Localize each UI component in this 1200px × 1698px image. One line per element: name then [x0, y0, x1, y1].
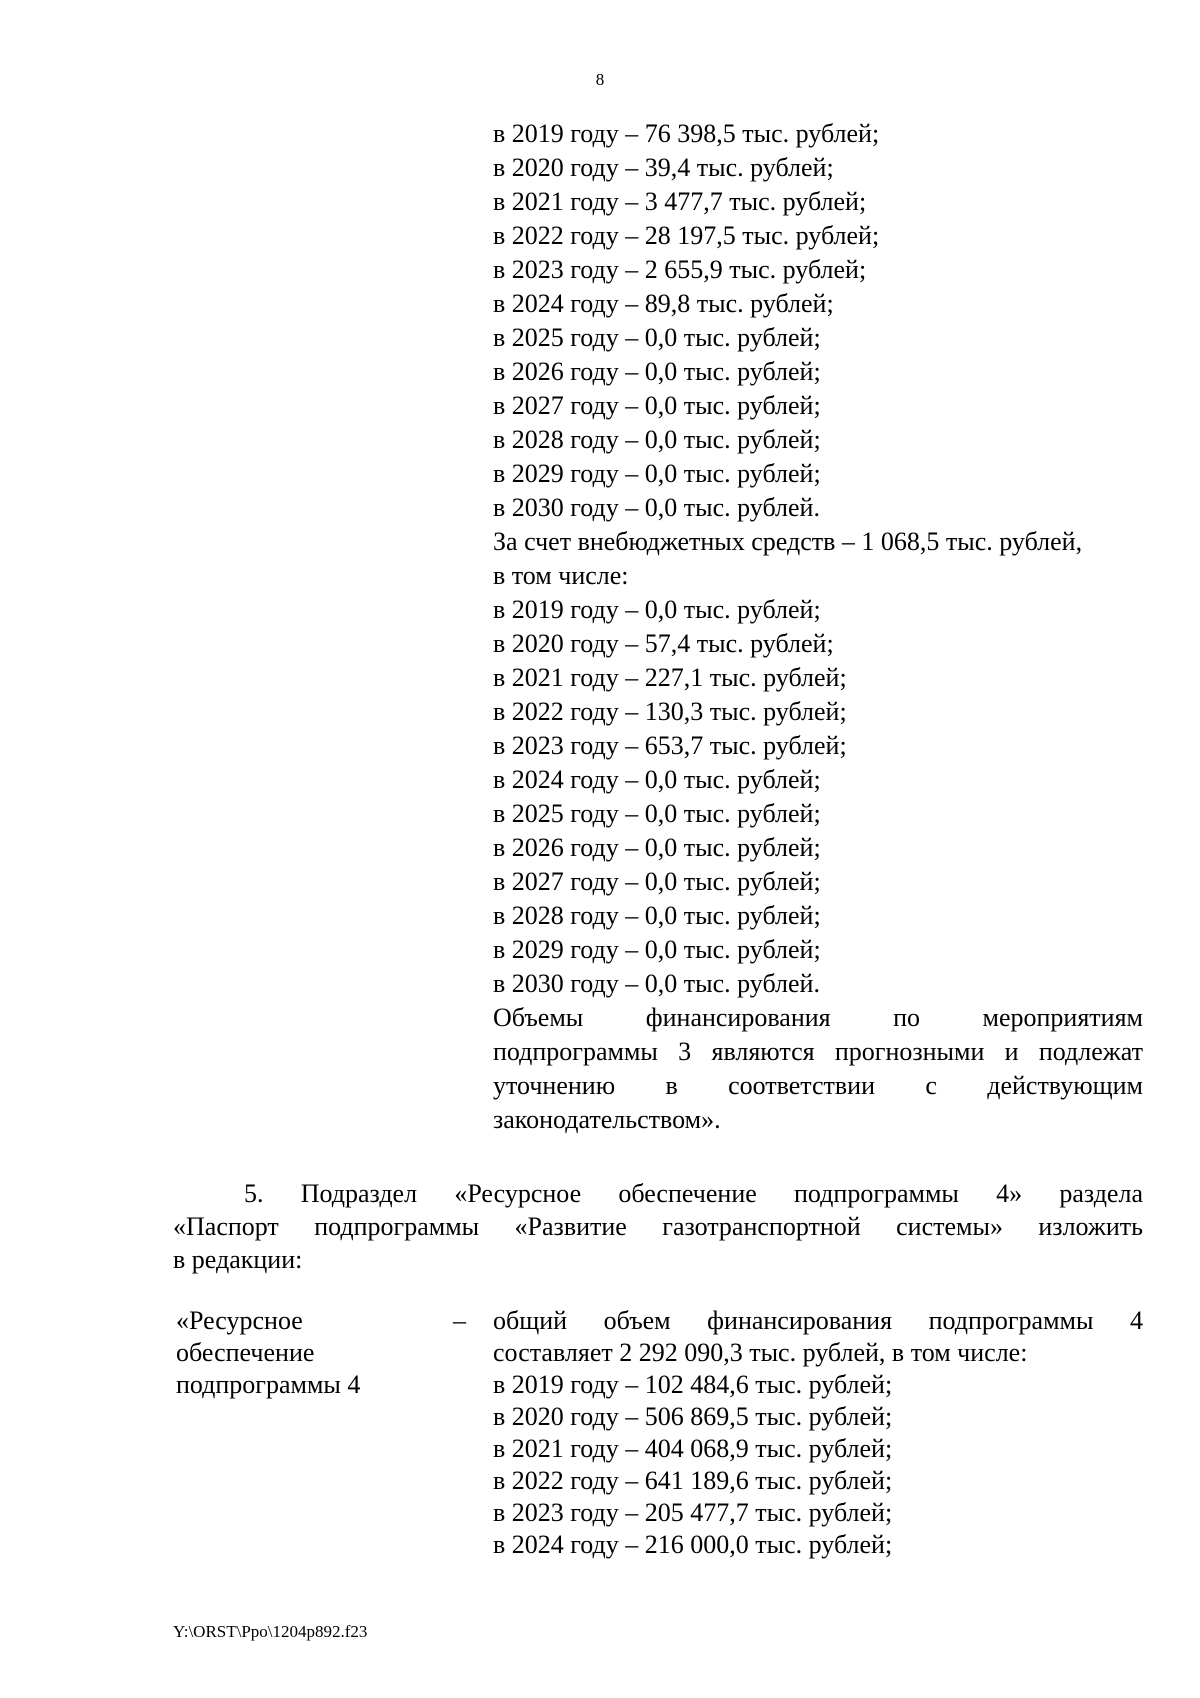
resource-body-line: составляет 2 292 090,3 тыс. рублей, в том числе:	[493, 1338, 1028, 1367]
funding-line: в 2030 году – 0,0 тыс. рублей.	[493, 493, 820, 522]
resource-label-line: «Ресурсное	[176, 1306, 303, 1335]
funding-line: в 2029 году – 0,0 тыс. рублей;	[493, 459, 821, 488]
resource-body	[493, 1305, 1143, 1561]
funding-line: в 2023 году – 2 655,9 тыс. рублей;	[493, 255, 867, 284]
forecast-note-line: уточнению в соответствии с действующим	[493, 1071, 1143, 1100]
forecast-note-line: Объемы финансирования по мероприятиям	[493, 1003, 1143, 1032]
extra-budget-line: в 2029 году – 0,0 тыс. рублей;	[493, 935, 821, 964]
extra-budget-heading-cont: в том числе:	[493, 561, 629, 590]
resource-label-line: обеспечение	[176, 1338, 315, 1367]
funding-line: в 2020 году – 39,4 тыс. рублей;	[493, 153, 834, 182]
extra-budget-line: в 2028 году – 0,0 тыс. рублей;	[493, 901, 821, 930]
resource-label-line: подпрограммы 4	[176, 1370, 361, 1399]
resource-body-line: в 2021 году – 404 068,9 тыс. рублей;	[493, 1434, 893, 1463]
clause-5	[173, 1177, 1143, 1276]
funding-line: в 2026 году – 0,0 тыс. рублей;	[493, 357, 821, 386]
extra-budget-line: в 2020 году – 57,4 тыс. рублей;	[493, 629, 834, 658]
page-number: 8	[595, 70, 605, 89]
forecast-note-line: законодательством».	[493, 1105, 721, 1134]
forecast-note-line: подпрограммы 3 являются прогнозными и подлежат	[493, 1037, 1143, 1066]
funding-line: в 2024 году – 89,8 тыс. рублей;	[493, 289, 834, 318]
extra-budget-line: в 2030 году – 0,0 тыс. рублей.	[493, 969, 820, 998]
funding-line: в 2021 году – 3 477,7 тыс. рублей;	[493, 187, 867, 216]
funding-line: в 2027 году – 0,0 тыс. рублей;	[493, 391, 821, 420]
resource-body-line: общий объем финансирования подпрограммы 4	[493, 1306, 1143, 1335]
clause-line: «Паспорт подпрограммы «Развитие газотранспортной системы» изложить	[173, 1212, 1143, 1241]
resource-body-line: в 2023 году – 205 477,7 тыс. рублей;	[493, 1498, 893, 1527]
resource-label	[176, 1305, 446, 1401]
resource-body-line: в 2022 году – 641 189,6 тыс. рублей;	[493, 1466, 893, 1495]
clause-line: 5. Подраздел «Ресурсное обеспечение подпрограммы 4» раздела	[244, 1179, 1143, 1208]
funding-line: в 2025 году – 0,0 тыс. рублей;	[493, 323, 821, 352]
clause-line: в редакции:	[173, 1245, 303, 1274]
extra-budget-line: в 2022 году – 130,3 тыс. рублей;	[493, 697, 847, 726]
funding-continuation	[493, 117, 1143, 1137]
extra-budget-line: в 2019 году – 0,0 тыс. рублей;	[493, 595, 821, 624]
extra-budget-line: в 2025 году – 0,0 тыс. рублей;	[493, 799, 821, 828]
funding-line: в 2028 году – 0,0 тыс. рублей;	[493, 425, 821, 454]
extra-budget-line: в 2027 году – 0,0 тыс. рублей;	[493, 867, 821, 896]
extra-budget-line: в 2023 году – 653,7 тыс. рублей;	[493, 731, 847, 760]
footer-file-path: Y:\ORST\Ppo\1204p892.f23	[173, 1622, 368, 1641]
funding-line: в 2019 году – 76 398,5 тыс. рублей;	[493, 119, 880, 148]
resource-body-line: в 2024 году – 216 000,0 тыс. рублей;	[493, 1530, 893, 1559]
funding-line: в 2022 году – 28 197,5 тыс. рублей;	[493, 221, 880, 250]
extra-budget-line: в 2026 году – 0,0 тыс. рублей;	[493, 833, 821, 862]
resource-dash: –	[453, 1306, 466, 1335]
resource-body-line: в 2019 году – 102 484,6 тыс. рублей;	[493, 1370, 893, 1399]
resource-body-line: в 2020 году – 506 869,5 тыс. рублей;	[493, 1402, 893, 1431]
extra-budget-line: в 2021 году – 227,1 тыс. рублей;	[493, 663, 847, 692]
extra-budget-line: в 2024 году – 0,0 тыс. рублей;	[493, 765, 821, 794]
extra-budget-heading: За счет внебюджетных средств – 1 068,5 тыс. рублей,	[493, 527, 1083, 556]
